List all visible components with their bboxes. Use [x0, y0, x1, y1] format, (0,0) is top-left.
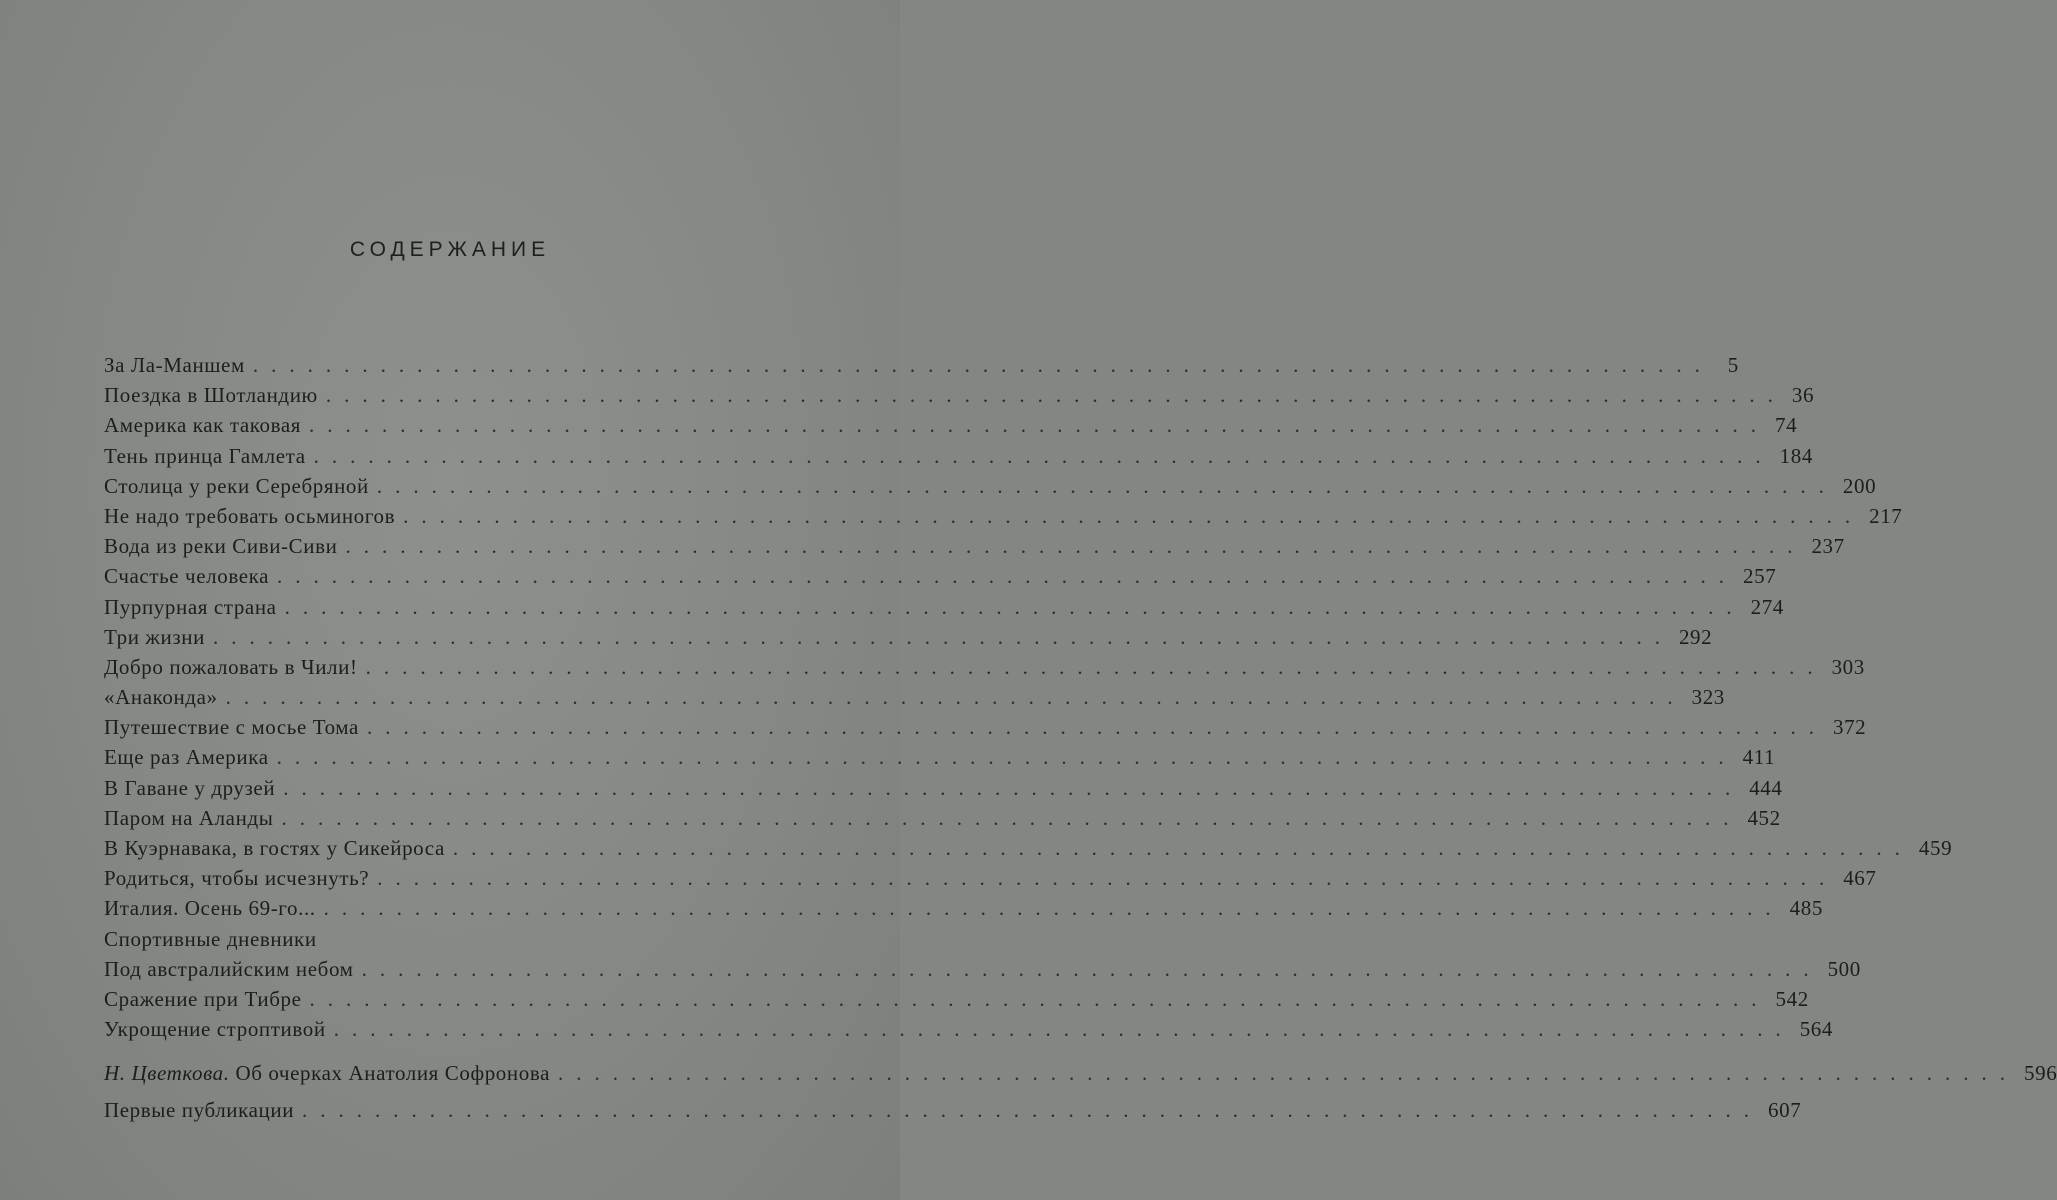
toc-entry-title: В Куэрнавака, в гостях у Сикейроса: [104, 836, 445, 860]
dot-leader: ................................................................................: [309, 986, 1770, 1011]
afterword-title: Об очерках Анатолия Софронова: [235, 1061, 551, 1086]
dot-leader: ................................................................................: [345, 534, 1806, 559]
toc-entry-page: 564: [1799, 1017, 1833, 1042]
toc-entry-afterword: [104, 1058, 2057, 1088]
toc-entry-title: В Гаване у друзей: [104, 775, 276, 800]
toc-entry: [104, 682, 1725, 712]
dot-leader: ................................................................................: [361, 956, 1822, 981]
toc-entry-title: Америка как таковая: [104, 413, 302, 438]
toc-entry-page: 292: [1678, 624, 1713, 649]
toc-entry-page: 74: [1775, 413, 1798, 438]
toc-entry-title: Поездка в Шотландию: [104, 383, 318, 408]
toc-entry-page: 607: [1768, 1097, 1802, 1122]
dot-leader: ................................................................................: [283, 775, 1744, 800]
toc-entry: [104, 531, 1845, 561]
toc-entry-title: Счастье человека: [104, 564, 270, 589]
dot-leader: ................................................................................: [313, 443, 1774, 468]
toc-entry-title: Укрощение строптивой: [104, 1017, 326, 1042]
toc-entry: [104, 954, 1861, 984]
dot-leader: ................................................................................: [366, 715, 1827, 740]
afterword-author: Н. Цветкова.: [104, 1061, 230, 1086]
toc-entry: [104, 561, 1777, 591]
toc-entry-page: 467: [1843, 866, 1877, 891]
toc-entry-page: 5: [1727, 353, 1739, 377]
toc-entry: [104, 1014, 1833, 1044]
toc-entry-page: 459: [1918, 836, 1953, 860]
toc-entry-page: 237: [1811, 534, 1845, 559]
toc-entry-page: 303: [1831, 654, 1865, 679]
toc-entry: [104, 652, 1865, 682]
dot-leader: ................................................................................: [377, 866, 1838, 891]
toc-entry-page: 452: [1747, 805, 1781, 830]
contents-heading: СОДЕРЖАНИЕ: [349, 238, 551, 261]
toc-entry-title: Столица у реки Серебряной: [104, 473, 369, 498]
dot-leader: ................................................................................: [212, 624, 1673, 649]
toc-entry-title: Под австралийским небом: [104, 956, 354, 981]
dot-leader: ................................................................................: [323, 896, 1784, 921]
toc-entry: [104, 742, 1776, 772]
dot-leader: ................................................................................: [225, 685, 1686, 710]
toc-entry-title: Добро пожаловать в Чили!: [104, 654, 358, 679]
dot-leader: ................................................................................: [325, 383, 1786, 408]
toc-entry-title: Первые публикации: [104, 1097, 295, 1122]
toc-entry-page: 36: [1791, 383, 1815, 408]
dot-leader: ................................................................................: [302, 1097, 1763, 1122]
toc-entry-page: 184: [1779, 443, 1813, 468]
toc-entry-page: 411: [1742, 745, 1776, 770]
table-of-contents: [104, 350, 2057, 1125]
toc-entry-title: [104, 1058, 550, 1088]
toc-entry-page: 485: [1789, 896, 1823, 921]
toc-entry-title: Родиться, чтобы исчезнуть?: [104, 866, 370, 891]
toc-entry-page: 444: [1749, 775, 1783, 800]
toc-entry: [104, 863, 1877, 893]
dot-leader: ................................................................................: [281, 805, 1742, 830]
dot-leader: ................................................................................: [252, 353, 1713, 377]
toc-entry: [104, 712, 1867, 742]
toc-entry: [104, 501, 1903, 531]
dot-leader: ................................................................................: [333, 1017, 1794, 1042]
dot-leader: ................................................................................: [284, 594, 1745, 619]
toc-entry-title: Италия. Осень 69-го...: [104, 896, 316, 921]
toc-entry-title: «Анаконда»: [104, 685, 218, 710]
toc-entry: [104, 622, 1713, 652]
dot-leader: ................................................................................: [365, 654, 1826, 679]
toc-entry: [104, 803, 1781, 833]
toc-entry-title: Сражение при Тибре: [104, 986, 302, 1011]
toc-entry: [104, 380, 1815, 410]
toc-entry-page: 274: [1750, 594, 1784, 619]
toc-entry-title: Не надо требовать осьминогов: [104, 503, 396, 528]
toc-entry: [104, 441, 1813, 471]
toc-entry-page: 217: [1869, 503, 1903, 528]
toc-entry: [104, 833, 1953, 863]
toc-entry: [104, 592, 1784, 622]
toc-entry-first-publications: [104, 1095, 1802, 1125]
toc-section-heading: [104, 924, 798, 954]
toc-entry-title: Еще раз Америка: [104, 745, 269, 770]
toc-entry-page: 596: [2024, 1061, 2057, 1086]
toc-entry: [104, 773, 1783, 803]
toc-entry-page: 200: [1842, 473, 1877, 498]
toc-entry: [104, 471, 1877, 501]
toc-entry-title: Путешествие с мосье Тома: [104, 715, 359, 740]
toc-entry-title: Паром на Аланды: [104, 805, 274, 830]
toc-entry-page: 323: [1691, 685, 1725, 710]
dot-leader: ................................................................................: [558, 1061, 2019, 1086]
toc-entry: [104, 350, 1739, 380]
dot-leader: ................................................................................: [376, 473, 1837, 498]
toc-entry-title: Тень принца Гамлета: [104, 443, 306, 468]
toc-entry: [104, 984, 1809, 1014]
toc-entry-title: Спортивные дневники: [104, 926, 317, 951]
toc-entry-title: Пурпурная страна: [104, 594, 277, 619]
toc-entry-page: 257: [1743, 564, 1777, 589]
dot-leader: ................................................................................: [309, 413, 1770, 438]
toc-entry-page: 542: [1775, 986, 1809, 1011]
toc-entry-page: 500: [1827, 956, 1861, 981]
dot-leader: ................................................................................: [277, 564, 1738, 589]
toc-entry: [104, 410, 1798, 440]
dot-leader: ................................................................................: [276, 745, 1737, 770]
dot-leader: ................................................................................: [452, 836, 1913, 860]
toc-entry-title: Три жизни: [104, 624, 205, 649]
toc-entry: [104, 893, 1823, 923]
toc-entry-title: За Ла-Маншем: [104, 353, 245, 377]
toc-entry-page: 372: [1832, 715, 1867, 740]
toc-entry-title: Вода из реки Сиви-Сиви: [104, 534, 338, 559]
dot-leader: ................................................................................: [403, 503, 1864, 528]
